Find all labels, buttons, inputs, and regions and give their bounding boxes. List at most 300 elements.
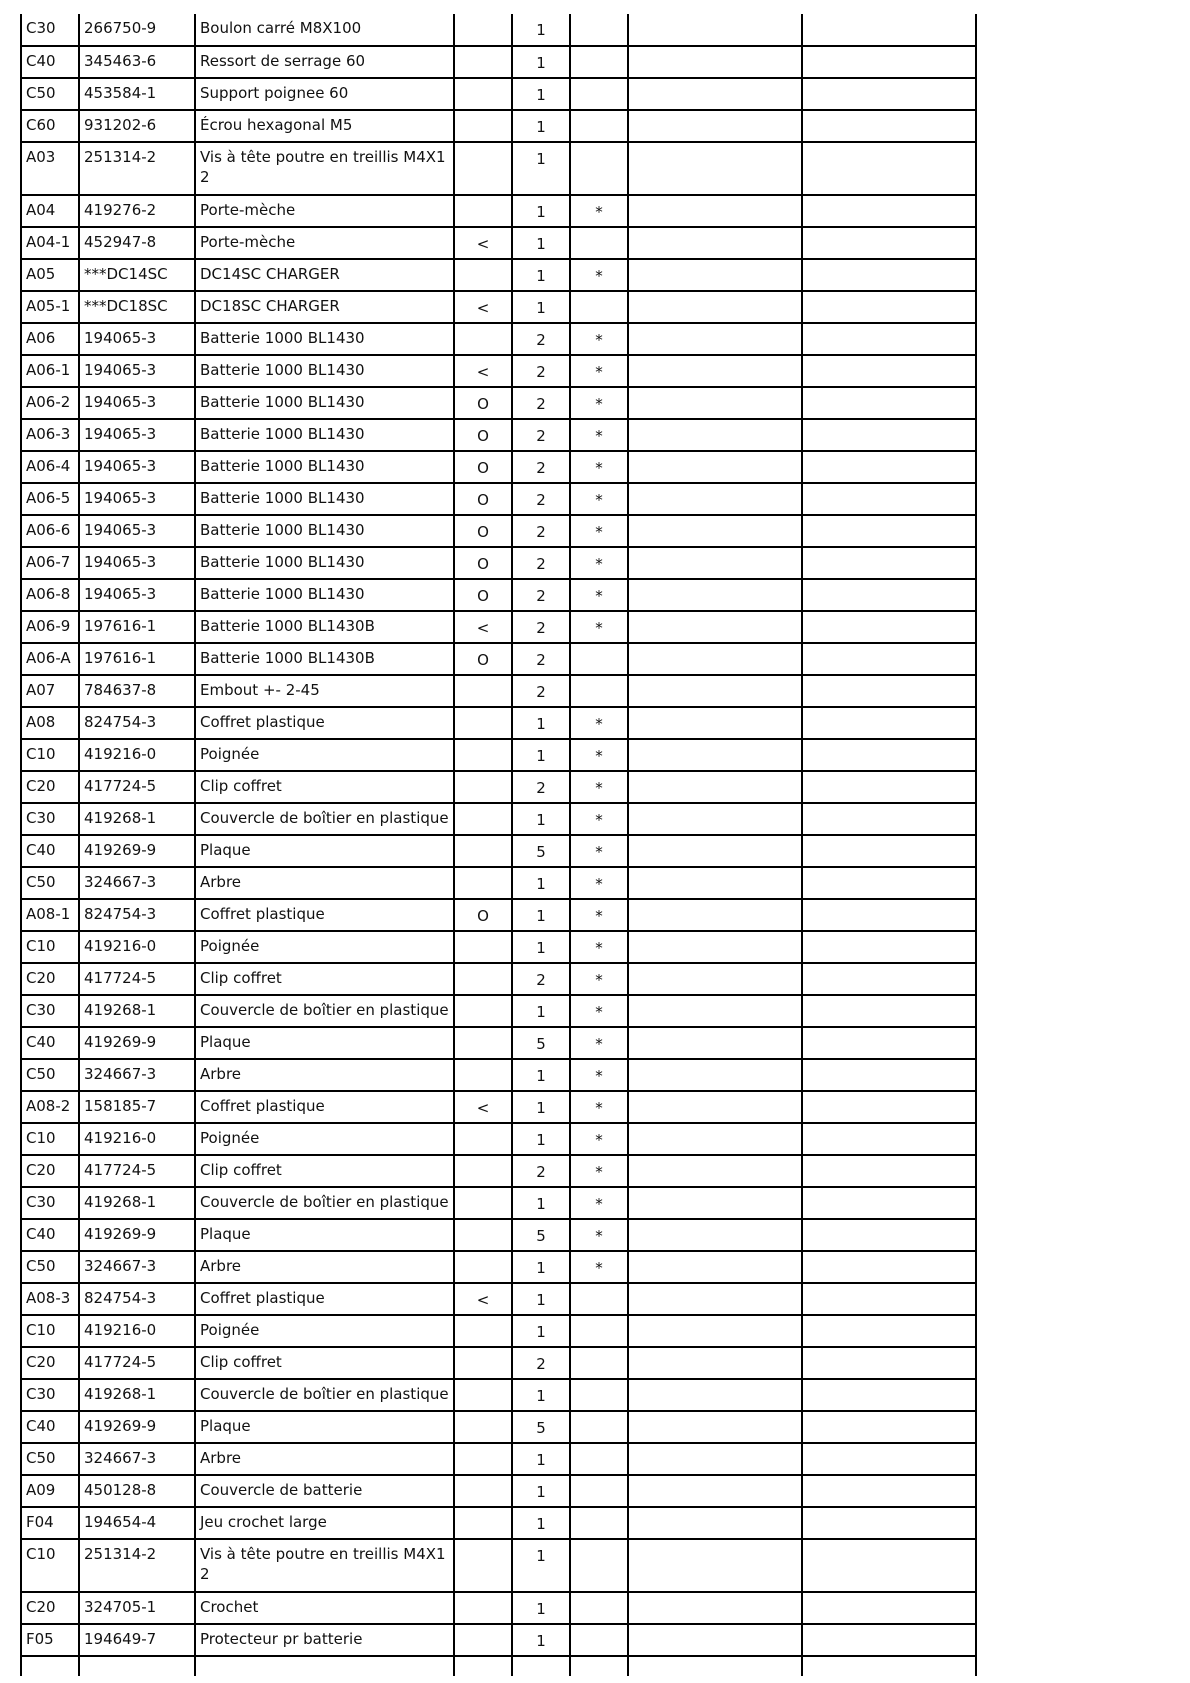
- table-row: [21, 1443, 976, 1475]
- empty-cell: [802, 110, 976, 142]
- description-cell: Batterie 1000 BL1430: [195, 387, 454, 419]
- flag-cell: [570, 14, 628, 46]
- description-cell: Poignée: [195, 739, 454, 771]
- empty-cell: [802, 643, 976, 675]
- empty-cell: [802, 1155, 976, 1187]
- change-mark-cell: <: [454, 1283, 512, 1315]
- ref-no-cell: A04-1: [21, 227, 79, 259]
- quantity-cell: 2: [512, 963, 570, 995]
- change-mark-cell: <: [454, 227, 512, 259]
- flag-cell: *: [570, 707, 628, 739]
- description-cell: Plaque: [195, 1219, 454, 1251]
- empty-cell: [802, 739, 976, 771]
- flag-cell: [570, 46, 628, 78]
- table-row: [21, 579, 976, 611]
- empty-cell: [21, 1656, 79, 1676]
- empty-cell: [802, 1059, 976, 1091]
- table-row: [21, 803, 976, 835]
- empty-cell: [802, 803, 976, 835]
- empty-cell: [628, 387, 802, 419]
- empty-cell: [628, 1507, 802, 1539]
- empty-cell: [802, 1251, 976, 1283]
- empty-cell: [628, 259, 802, 291]
- change-mark-cell: O: [454, 579, 512, 611]
- empty-cell: [628, 1475, 802, 1507]
- empty-cell: [802, 195, 976, 227]
- change-mark-cell: [454, 1507, 512, 1539]
- empty-cell: [512, 1656, 570, 1676]
- change-mark-cell: [454, 867, 512, 899]
- flag-cell: *: [570, 803, 628, 835]
- part-number-cell: 417724-5: [79, 771, 195, 803]
- flag-cell: [570, 291, 628, 323]
- empty-cell: [628, 355, 802, 387]
- part-number-cell: 194065-3: [79, 419, 195, 451]
- empty-cell: [802, 1027, 976, 1059]
- empty-cell: [802, 227, 976, 259]
- quantity-cell: 2: [512, 323, 570, 355]
- empty-cell: [628, 1123, 802, 1155]
- ref-no-cell: A06-4: [21, 451, 79, 483]
- flag-cell: [570, 1315, 628, 1347]
- flag-cell: *: [570, 1059, 628, 1091]
- quantity-cell: 1: [512, 1059, 570, 1091]
- table-row: [21, 1091, 976, 1123]
- empty-cell: [802, 355, 976, 387]
- empty-cell: [802, 611, 976, 643]
- description-cell: Ressort de serrage 60: [195, 46, 454, 78]
- empty-cell: [802, 323, 976, 355]
- empty-cell: [802, 1123, 976, 1155]
- table-row: [21, 78, 976, 110]
- empty-cell: [802, 291, 976, 323]
- flag-cell: *: [570, 1091, 628, 1123]
- change-mark-cell: O: [454, 451, 512, 483]
- empty-cell: [628, 1059, 802, 1091]
- empty-cell: [802, 931, 976, 963]
- part-number-cell: ***DC18SC: [79, 291, 195, 323]
- part-number-cell: 452947-8: [79, 227, 195, 259]
- empty-cell: [628, 1411, 802, 1443]
- empty-cell: [802, 579, 976, 611]
- empty-cell: [454, 1656, 512, 1676]
- empty-cell: [628, 110, 802, 142]
- part-number-cell: 419216-0: [79, 1315, 195, 1347]
- empty-cell: [628, 195, 802, 227]
- part-number-cell: 824754-3: [79, 899, 195, 931]
- change-mark-cell: [454, 1592, 512, 1624]
- change-mark-cell: [454, 707, 512, 739]
- flag-cell: *: [570, 835, 628, 867]
- table-row: [21, 515, 976, 547]
- flag-cell: *: [570, 1123, 628, 1155]
- flag-cell: *: [570, 867, 628, 899]
- quantity-cell: 1: [512, 227, 570, 259]
- empty-cell: [802, 259, 976, 291]
- change-mark-cell: [454, 110, 512, 142]
- quantity-cell: 2: [512, 771, 570, 803]
- empty-cell: [802, 1315, 976, 1347]
- empty-cell: [628, 1283, 802, 1315]
- change-mark-cell: [454, 1059, 512, 1091]
- quantity-cell: 2: [512, 515, 570, 547]
- ref-no-cell: C30: [21, 1187, 79, 1219]
- flag-cell: *: [570, 1219, 628, 1251]
- flag-cell: *: [570, 515, 628, 547]
- ref-no-cell: A03: [21, 142, 79, 195]
- table-row: [21, 1411, 976, 1443]
- quantity-cell: 1: [512, 46, 570, 78]
- quantity-cell: 2: [512, 419, 570, 451]
- table-row: [21, 355, 976, 387]
- flag-cell: [570, 1411, 628, 1443]
- part-number-cell: 453584-1: [79, 78, 195, 110]
- quantity-cell: 2: [512, 1347, 570, 1379]
- quantity-cell: 5: [512, 1411, 570, 1443]
- ref-no-cell: A06-3: [21, 419, 79, 451]
- parts-table: [20, 14, 977, 1676]
- table-row: [21, 227, 976, 259]
- ref-no-cell: C10: [21, 1123, 79, 1155]
- change-mark-cell: [454, 1219, 512, 1251]
- empty-cell: [802, 46, 976, 78]
- quantity-cell: 1: [512, 931, 570, 963]
- empty-cell: [628, 1219, 802, 1251]
- table-row: [21, 419, 976, 451]
- table-row: [21, 1251, 976, 1283]
- table-row: [21, 1027, 976, 1059]
- ref-no-cell: C50: [21, 78, 79, 110]
- empty-cell: [802, 675, 976, 707]
- part-number-cell: 194065-3: [79, 579, 195, 611]
- table-row: [21, 195, 976, 227]
- empty-cell: [802, 1219, 976, 1251]
- table-row: [21, 142, 976, 195]
- change-mark-cell: [454, 675, 512, 707]
- description-cell: Clip coffret: [195, 1155, 454, 1187]
- change-mark-cell: <: [454, 1091, 512, 1123]
- empty-cell: [628, 291, 802, 323]
- description-cell: Poignée: [195, 1315, 454, 1347]
- empty-cell: [79, 1656, 195, 1676]
- change-mark-cell: <: [454, 611, 512, 643]
- empty-cell: [628, 867, 802, 899]
- empty-cell: [628, 142, 802, 195]
- ref-no-cell: A06-8: [21, 579, 79, 611]
- change-mark-cell: [454, 931, 512, 963]
- empty-cell: [628, 963, 802, 995]
- quantity-cell: 2: [512, 451, 570, 483]
- ref-no-cell: A06-7: [21, 547, 79, 579]
- flag-cell: [570, 1624, 628, 1656]
- table-row: [21, 771, 976, 803]
- change-mark-cell: O: [454, 515, 512, 547]
- ref-no-cell: C20: [21, 1347, 79, 1379]
- change-mark-cell: [454, 1539, 512, 1592]
- empty-cell: [802, 1187, 976, 1219]
- empty-cell: [628, 1251, 802, 1283]
- table-row: [21, 675, 976, 707]
- description-cell: Plaque: [195, 1027, 454, 1059]
- ref-no-cell: C20: [21, 963, 79, 995]
- change-mark-cell: O: [454, 419, 512, 451]
- table-row: [21, 835, 976, 867]
- change-mark-cell: [454, 963, 512, 995]
- quantity-cell: 1: [512, 995, 570, 1027]
- empty-cell: [628, 547, 802, 579]
- quantity-cell: 1: [512, 1283, 570, 1315]
- description-cell: Jeu crochet large: [195, 1507, 454, 1539]
- description-cell: Couvercle de boîtier en plastique: [195, 1187, 454, 1219]
- ref-no-cell: C30: [21, 14, 79, 46]
- description-cell: Clip coffret: [195, 963, 454, 995]
- flag-cell: [570, 78, 628, 110]
- table-row: [21, 1187, 976, 1219]
- empty-cell: [628, 579, 802, 611]
- table-row: [21, 1624, 976, 1656]
- ref-no-cell: C20: [21, 1592, 79, 1624]
- change-mark-cell: [454, 1027, 512, 1059]
- change-mark-cell: [454, 1187, 512, 1219]
- part-number-cell: 419269-9: [79, 1411, 195, 1443]
- ref-no-cell: A05-1: [21, 291, 79, 323]
- change-mark-cell: O: [454, 547, 512, 579]
- description-cell: Batterie 1000 BL1430: [195, 451, 454, 483]
- quantity-cell: 2: [512, 643, 570, 675]
- flag-cell: [570, 110, 628, 142]
- part-number-cell: 824754-3: [79, 1283, 195, 1315]
- description-cell: Coffret plastique: [195, 1283, 454, 1315]
- empty-cell: [802, 419, 976, 451]
- empty-cell: [195, 1656, 454, 1676]
- empty-cell: [628, 707, 802, 739]
- ref-no-cell: A06: [21, 323, 79, 355]
- quantity-cell: 1: [512, 1624, 570, 1656]
- table-row: [21, 1507, 976, 1539]
- ref-no-cell: C30: [21, 995, 79, 1027]
- table-row: [21, 110, 976, 142]
- quantity-cell: 1: [512, 195, 570, 227]
- ref-no-cell: C10: [21, 931, 79, 963]
- change-mark-cell: [454, 1475, 512, 1507]
- change-mark-cell: <: [454, 291, 512, 323]
- empty-cell: [802, 771, 976, 803]
- description-cell: Couvercle de batterie: [195, 1475, 454, 1507]
- quantity-cell: 1: [512, 291, 570, 323]
- quantity-cell: 5: [512, 1027, 570, 1059]
- change-mark-cell: [454, 1123, 512, 1155]
- flag-cell: *: [570, 483, 628, 515]
- empty-cell: [628, 1443, 802, 1475]
- flag-cell: [570, 142, 628, 195]
- change-mark-cell: O: [454, 899, 512, 931]
- ref-no-cell: F05: [21, 1624, 79, 1656]
- quantity-cell: 2: [512, 1155, 570, 1187]
- empty-cell: [802, 707, 976, 739]
- table-row: [21, 387, 976, 419]
- part-number-cell: 419216-0: [79, 739, 195, 771]
- description-cell: Batterie 1000 BL1430B: [195, 643, 454, 675]
- part-number-cell: 450128-8: [79, 1475, 195, 1507]
- flag-cell: *: [570, 931, 628, 963]
- empty-cell: [628, 739, 802, 771]
- table-row: [21, 291, 976, 323]
- empty-cell: [802, 1091, 976, 1123]
- part-number-cell: 194065-3: [79, 323, 195, 355]
- ref-no-cell: C30: [21, 1379, 79, 1411]
- description-cell: Couvercle de boîtier en plastique: [195, 803, 454, 835]
- empty-cell: [628, 46, 802, 78]
- flag-cell: *: [570, 1155, 628, 1187]
- table-row: [21, 259, 976, 291]
- empty-cell: [628, 643, 802, 675]
- flag-cell: *: [570, 995, 628, 1027]
- table-row: [21, 547, 976, 579]
- table-row: [21, 995, 976, 1027]
- quantity-cell: 1: [512, 1187, 570, 1219]
- part-number-cell: 266750-9: [79, 14, 195, 46]
- part-number-cell: 197616-1: [79, 611, 195, 643]
- empty-cell: [802, 963, 976, 995]
- table-row: [21, 1123, 976, 1155]
- part-number-cell: 324667-3: [79, 1059, 195, 1091]
- part-number-cell: 784637-8: [79, 675, 195, 707]
- empty-cell: [628, 1592, 802, 1624]
- quantity-cell: 1: [512, 867, 570, 899]
- table-row: [21, 1315, 976, 1347]
- change-mark-cell: [454, 195, 512, 227]
- empty-cell: [802, 1443, 976, 1475]
- description-cell: Écrou hexagonal M5: [195, 110, 454, 142]
- flag-cell: [570, 1592, 628, 1624]
- ref-no-cell: C10: [21, 739, 79, 771]
- change-mark-cell: [454, 78, 512, 110]
- part-number-cell: 419268-1: [79, 1379, 195, 1411]
- quantity-cell: 2: [512, 611, 570, 643]
- empty-cell: [802, 899, 976, 931]
- part-number-cell: 194065-3: [79, 547, 195, 579]
- table-row: [21, 707, 976, 739]
- description-cell: DC14SC CHARGER: [195, 259, 454, 291]
- quantity-cell: 1: [512, 110, 570, 142]
- parts-table-body: [21, 14, 976, 1676]
- flag-cell: [570, 227, 628, 259]
- quantity-cell: 2: [512, 483, 570, 515]
- part-number-cell: 419268-1: [79, 1187, 195, 1219]
- ref-no-cell: A08: [21, 707, 79, 739]
- change-mark-cell: [454, 142, 512, 195]
- change-mark-cell: [454, 1624, 512, 1656]
- description-cell: Embout +- 2-45: [195, 675, 454, 707]
- empty-cell: [802, 142, 976, 195]
- flag-cell: [570, 675, 628, 707]
- change-mark-cell: [454, 803, 512, 835]
- ref-no-cell: C40: [21, 835, 79, 867]
- empty-cell: [628, 1624, 802, 1656]
- change-mark-cell: [454, 995, 512, 1027]
- table-row: [21, 1379, 976, 1411]
- change-mark-cell: [454, 1251, 512, 1283]
- flag-cell: *: [570, 195, 628, 227]
- quantity-cell: 5: [512, 1219, 570, 1251]
- empty-cell: [628, 1091, 802, 1123]
- description-cell: Batterie 1000 BL1430: [195, 355, 454, 387]
- table-row: [21, 451, 976, 483]
- empty-cell: [628, 675, 802, 707]
- description-cell: Batterie 1000 BL1430: [195, 515, 454, 547]
- part-number-cell: 419269-9: [79, 1219, 195, 1251]
- change-mark-cell: O: [454, 643, 512, 675]
- ref-no-cell: A06-1: [21, 355, 79, 387]
- empty-cell: [802, 1379, 976, 1411]
- description-cell: Clip coffret: [195, 1347, 454, 1379]
- ref-no-cell: C20: [21, 771, 79, 803]
- ref-no-cell: A06-6: [21, 515, 79, 547]
- ref-no-cell: A08-3: [21, 1283, 79, 1315]
- quantity-cell: 1: [512, 1379, 570, 1411]
- part-number-cell: 324667-3: [79, 1443, 195, 1475]
- empty-cell: [802, 387, 976, 419]
- flag-cell: *: [570, 1187, 628, 1219]
- quantity-cell: 1: [512, 142, 570, 195]
- change-mark-cell: [454, 1347, 512, 1379]
- description-cell: Batterie 1000 BL1430: [195, 323, 454, 355]
- ref-no-cell: C50: [21, 1443, 79, 1475]
- flag-cell: *: [570, 419, 628, 451]
- quantity-cell: 1: [512, 1507, 570, 1539]
- change-mark-cell: [454, 323, 512, 355]
- empty-cell: [802, 1624, 976, 1656]
- part-number-cell: 419216-0: [79, 1123, 195, 1155]
- quantity-cell: 1: [512, 78, 570, 110]
- table-row: [21, 323, 976, 355]
- description-cell: Batterie 1000 BL1430: [195, 579, 454, 611]
- ref-no-cell: A04: [21, 195, 79, 227]
- description-cell: Porte-mèche: [195, 195, 454, 227]
- flag-cell: *: [570, 259, 628, 291]
- quantity-cell: 1: [512, 1315, 570, 1347]
- description-cell: Poignée: [195, 931, 454, 963]
- empty-cell: [628, 1347, 802, 1379]
- empty-cell: [802, 1592, 976, 1624]
- empty-cell: [802, 1656, 976, 1676]
- empty-cell: [802, 483, 976, 515]
- ref-no-cell: A07: [21, 675, 79, 707]
- table-row-partial: [21, 1656, 976, 1676]
- quantity-cell: 5: [512, 835, 570, 867]
- empty-cell: [628, 803, 802, 835]
- description-cell: Porte-mèche: [195, 227, 454, 259]
- change-mark-cell: [454, 835, 512, 867]
- ref-no-cell: A09: [21, 1475, 79, 1507]
- change-mark-cell: O: [454, 483, 512, 515]
- quantity-cell: 1: [512, 1091, 570, 1123]
- description-cell: Couvercle de boîtier en plastique: [195, 1379, 454, 1411]
- empty-cell: [628, 835, 802, 867]
- ref-no-cell: C40: [21, 1027, 79, 1059]
- part-number-cell: 158185-7: [79, 1091, 195, 1123]
- empty-cell: [802, 867, 976, 899]
- table-row: [21, 1592, 976, 1624]
- empty-cell: [628, 14, 802, 46]
- change-mark-cell: [454, 1379, 512, 1411]
- quantity-cell: 2: [512, 579, 570, 611]
- flag-cell: [570, 1347, 628, 1379]
- empty-cell: [802, 1347, 976, 1379]
- description-cell: Coffret plastique: [195, 707, 454, 739]
- empty-cell: [628, 483, 802, 515]
- table-row: [21, 1347, 976, 1379]
